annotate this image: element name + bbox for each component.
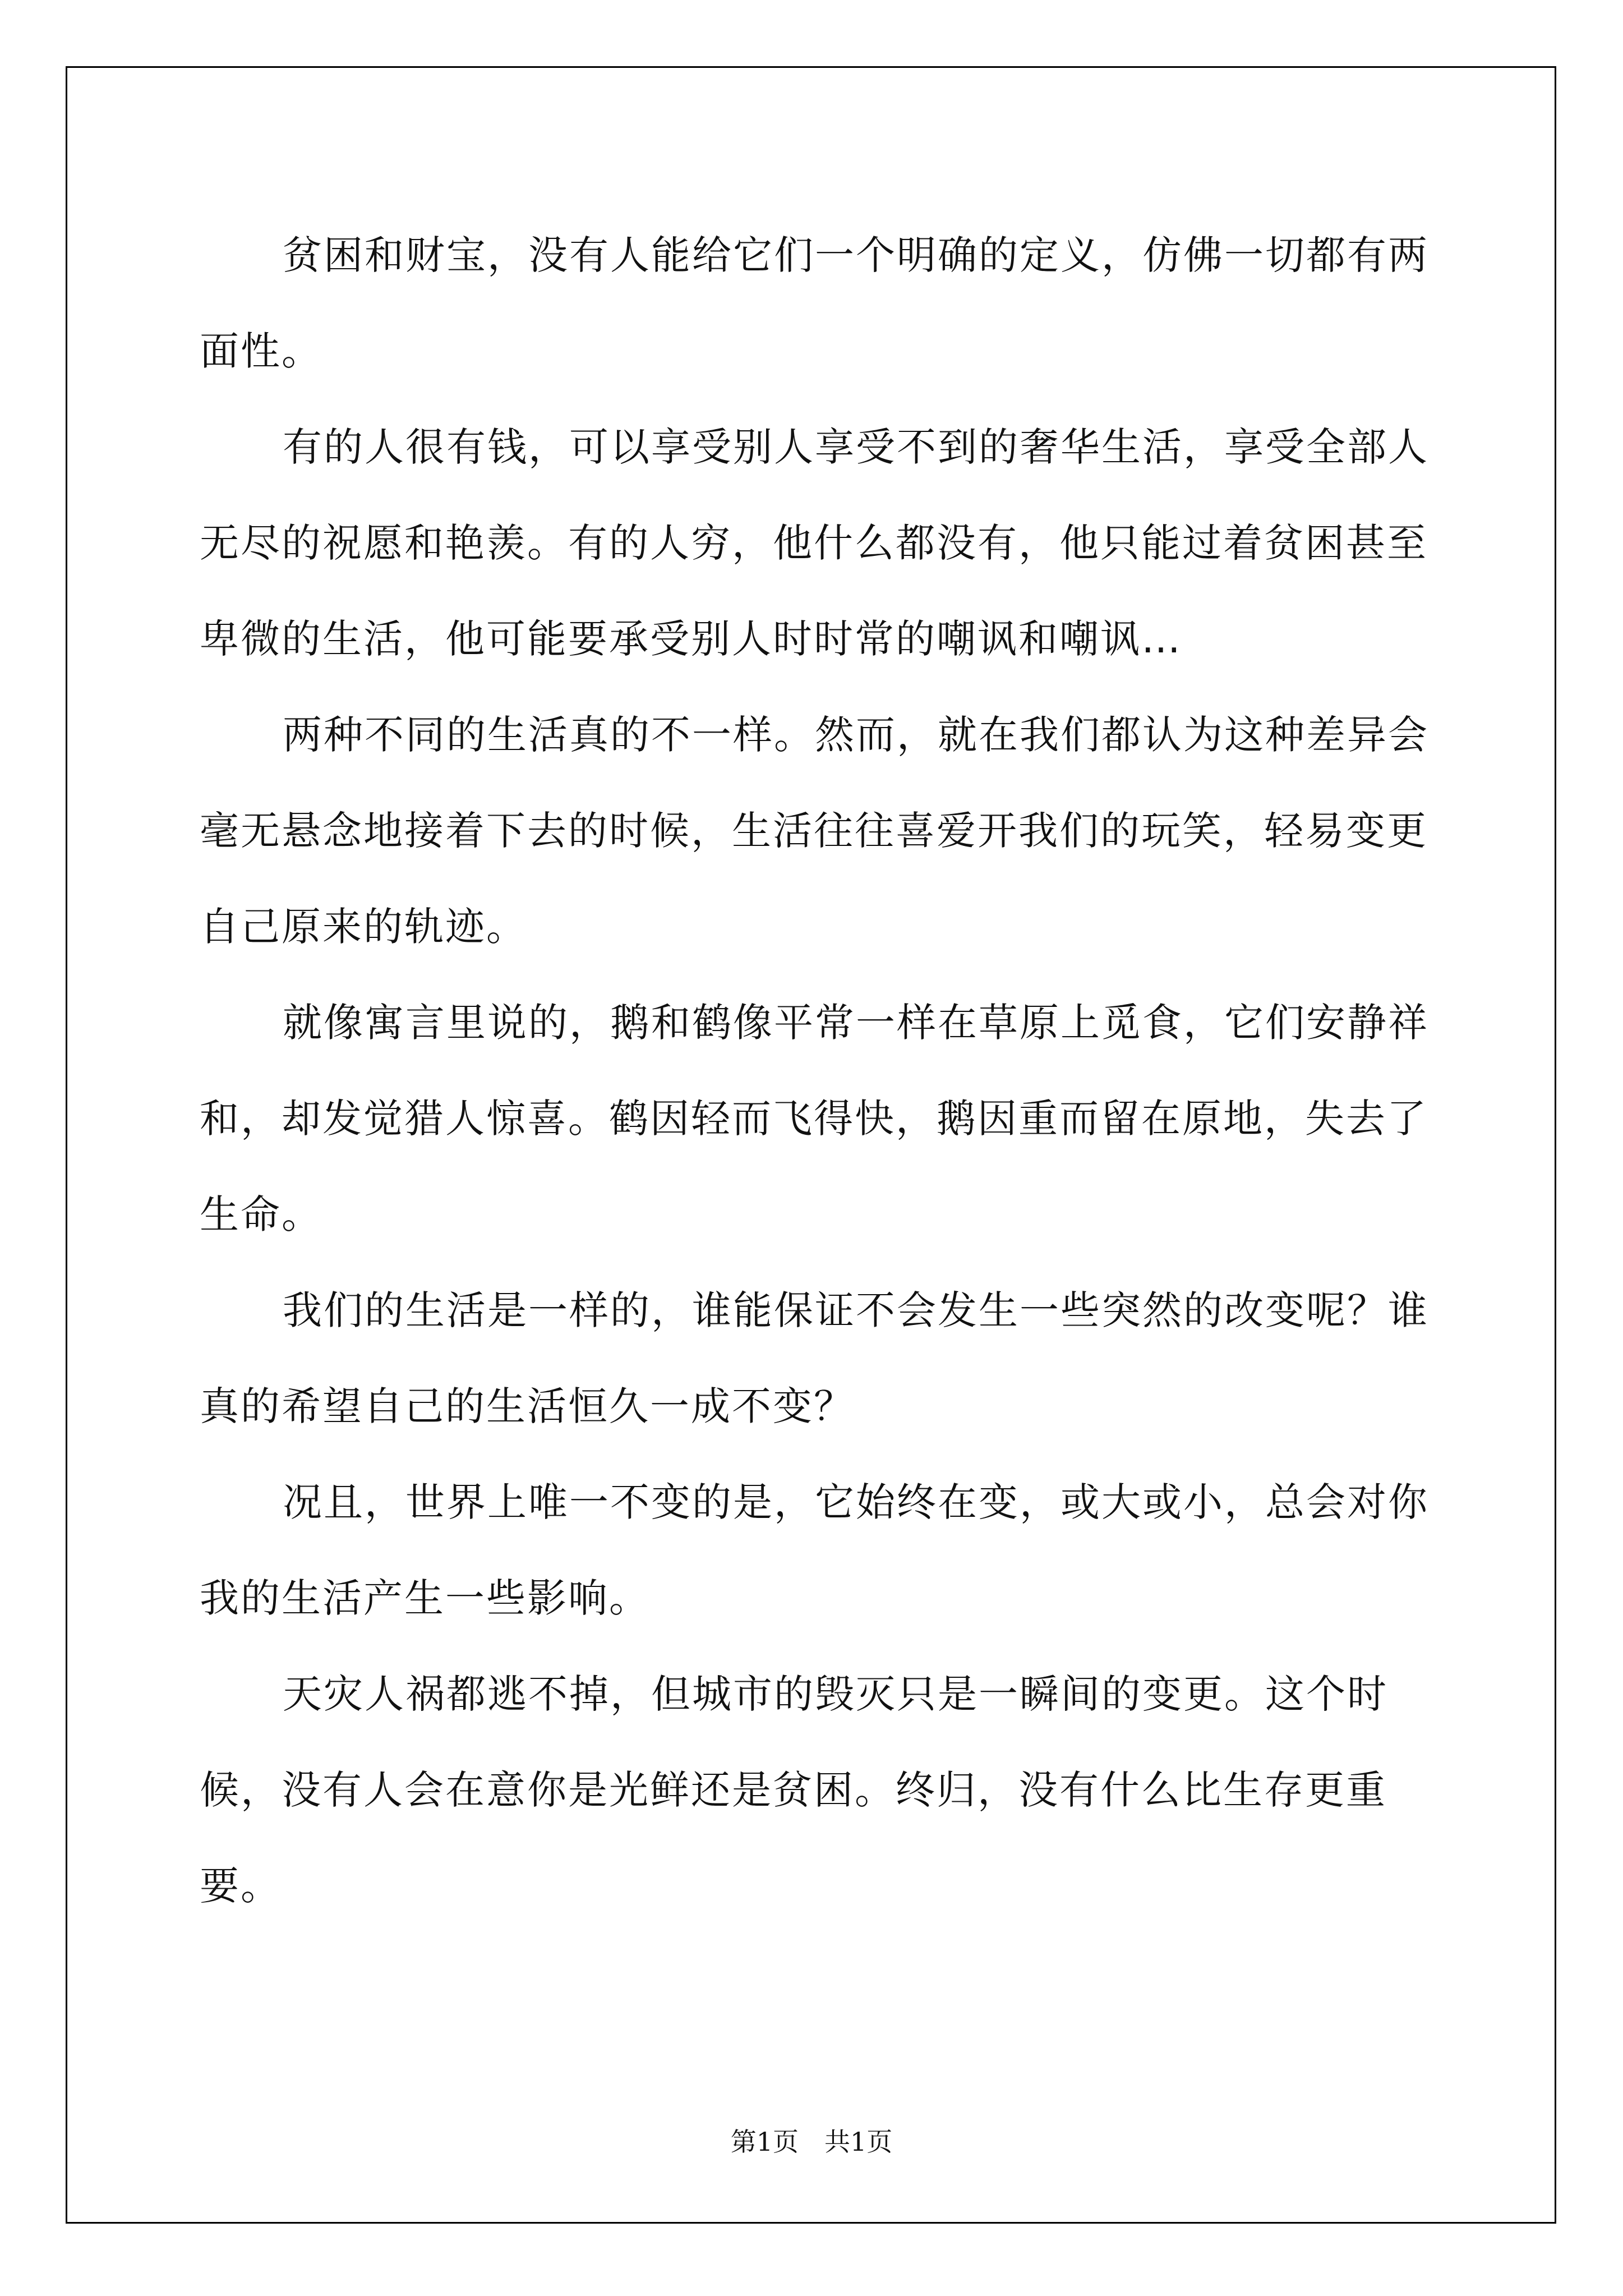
paragraph-6: 况且，世界上唯一不变的是，它始终在变，或大或小，总会对你我的生活产生一些影响。 — [200, 1479, 1429, 1621]
paragraph-5: 我们的生活是一样的，谁能保证不会发生一些突然的改变呢？谁真的希望自己的生活恒久一成不变？ — [200, 1287, 1429, 1429]
page-number-footer: 第1页 共1页 — [730, 2127, 893, 2157]
paragraph-4: 就像寓言里说的，鹅和鹤像平常一样在草原上觅食，它们安静祥和，却发觉猎人惊喜。鹤因轻而飞得快，鹅因重而留在原地，失去了生命。 — [200, 1000, 1429, 1237]
paragraph-7: 天灾人祸都逃不掉，但城市的毁灭只是一瞬间的变更。这个时候，没有人会在意你是光鲜还是贫困。终归，没有什么比生存更重要。 — [200, 1671, 1388, 1909]
document-body — [200, 208, 1433, 1934]
paragraph-3: 两种不同的生活真的不一样。然而，就在我们都认为这种差异会毫无悬念地接着下去的时候，生活往往喜爱开我们的玩笑，轻易变更自己原来的轨迹。 — [200, 712, 1429, 950]
paragraph-2: 有的人很有钱，可以享受别人享受不到的奢华生活，享受全部人无尽的祝愿和艳羡。有的人穷，他什么都没有，他只能过着贫困甚至卑微的生活，他可能要承受别人时时常的嘲讽和嘲讽… — [200, 424, 1429, 662]
paragraph-1: 贫困和财宝，没有人能给它们一个明确的定义，仿佛一切都有两面性。 — [200, 232, 1429, 374]
